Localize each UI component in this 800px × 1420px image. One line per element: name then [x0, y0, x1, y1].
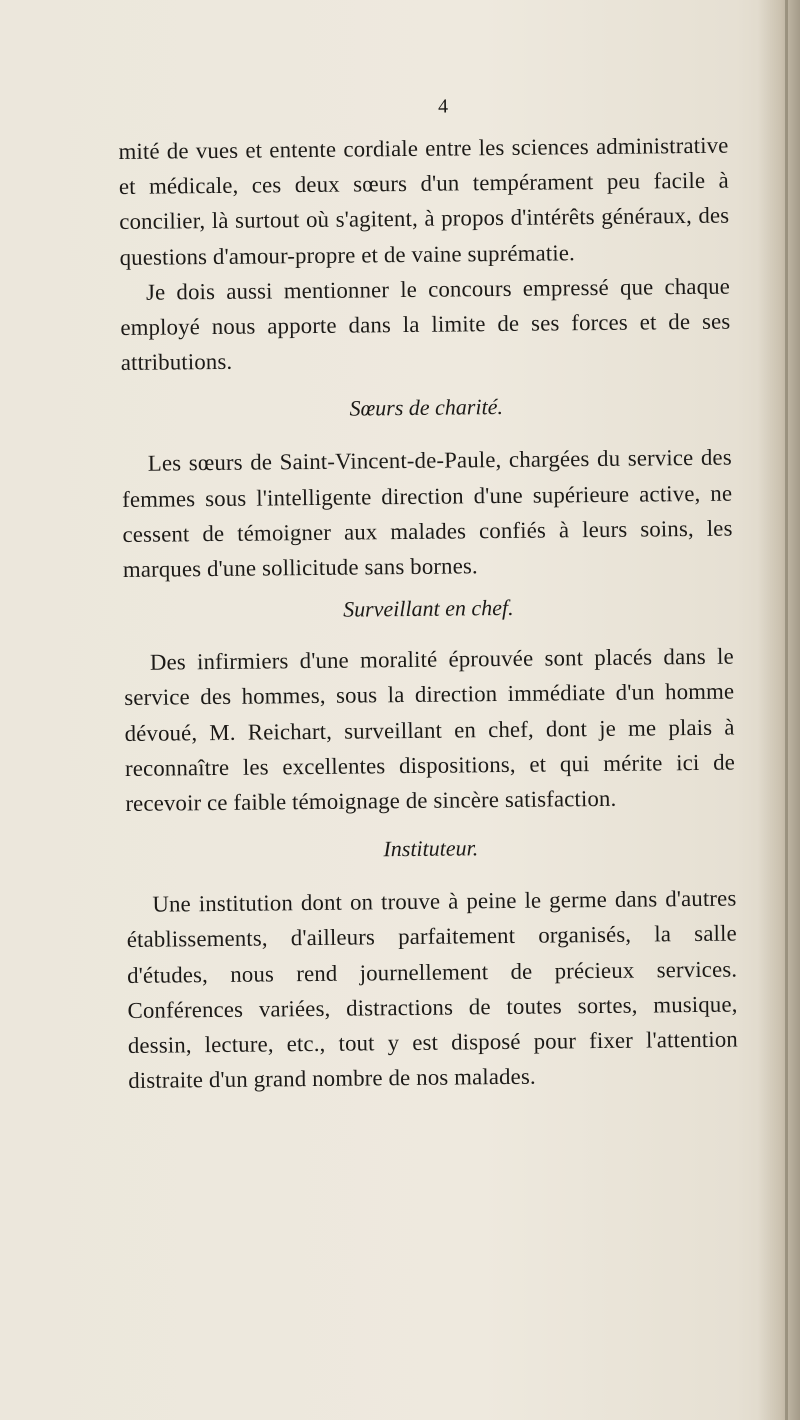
heading-surveillant-en-chef: Surveillant en chef.	[342, 595, 514, 622]
heading-soeurs-de-charite: Sœurs de charité.	[349, 394, 504, 422]
page-number: 4	[437, 95, 449, 118]
paragraph-soeurs: Les sœurs de Saint-Vincent-de-Paule, chargées du service des femmes sous l'intelligente direction d'une supérieure active, ne cessent de témoigner aux malades confiés à leurs soins, les marques d'une sollicitude sans bornes.	[122, 445, 733, 583]
page-spine-line	[785, 0, 788, 1420]
page-spine-shadow	[758, 0, 800, 1420]
paragraph-continuation: mité de vues et entente cordiale entre les sciences administrative et médicale, ces deux sœurs d'un tempérament peu facile à concilier, là surtout où s'agitent, à propos d'intérêts généraux, des questions d'amour-propre et de vaine suprématie.	[118, 132, 730, 270]
paragraph-instituteur: Une institution dont on trouve à peine le germe dans d'autres établissements, d'ailleurs parfaitement organisés, la salle d'études, nous rend journellement de précieux services. Conférences variées, distractions de toutes sortes, musique, dessin, lecture, etc., tout y est disposé pour fixer l'attention distraite d'un grand nombre de nos malades.	[126, 885, 738, 1094]
paragraph-surveillant: Des infirmiers d'une moralité éprouvée sont placés dans le service des hommes, sous la direction immédiate d'un homme dévoué, M. Reichart, surveillant en chef, dont je me plais à reconnaître les excellentes dispositions, et qui mérite ici de recevoir ce faible témoignage de sincère satisfaction.	[124, 643, 736, 817]
text-block	[118, 94, 738, 1099]
heading-instituteur: Instituteur.	[383, 835, 479, 862]
paragraph-concours: Je dois aussi mentionner le concours empressé que chaque employé nous apporte dans la limite de ses forces et de ses attributions.	[120, 273, 731, 376]
